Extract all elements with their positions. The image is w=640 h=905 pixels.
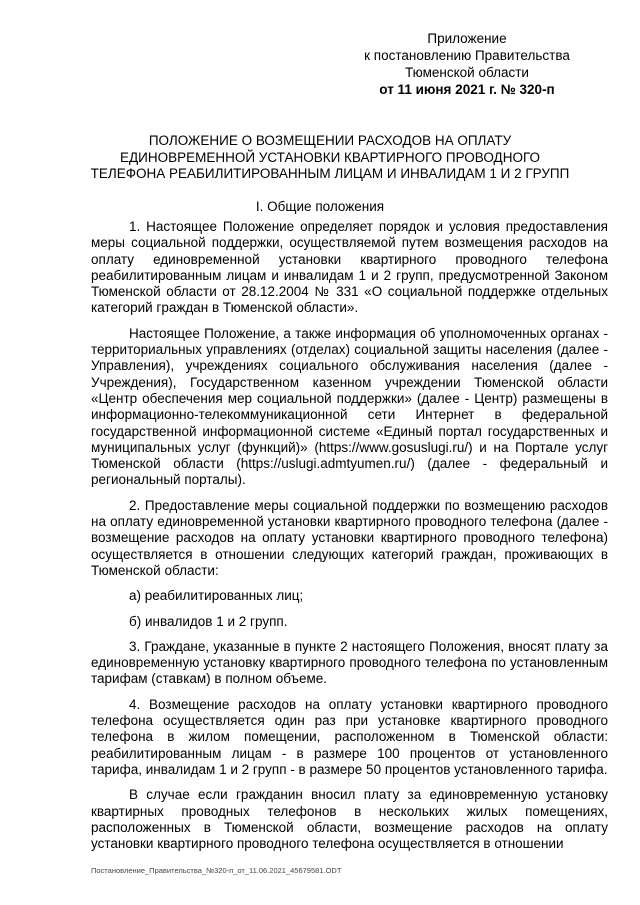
title-line-2: ЕДИНОВРЕМЕННОЙ УСТАНОВКИ КВАРТИРНОГО ПРОВОДНОГО — [119, 149, 541, 165]
appendix-header — [352, 30, 582, 98]
section-heading: I. Общие положения — [255, 199, 385, 214]
appendix-region: Тюменской области — [405, 65, 529, 80]
paragraph: 4. Возмещение расходов на оплату установки квартирного проводного телефона осуществляется один раз при установке квартирного проводного телефона в жилом помещении, расположенном в Тюменской области: реабилитированным лицам - в размере 100 процентов от установленного тарифа, инвалидам 1 и 2 групп - в размере 50 процентов установленного тарифа. — [91, 696, 608, 777]
paragraph: 2. Предоставление меры социальной поддержки по возмещению расходов на оплату единовременной установки квартирного проводного телефона (далее - возмещение расходов на оплату установки квартирного проводного телефона) осуществляется в отношении следующих категорий граждан, проживающих в Тюменской области: — [91, 497, 608, 578]
paragraph: Настоящее Положение, а также информация об уполномоченных органах - территориальных управлениях (отделах) социальной защиты населения (далее - Управления), учреждениях социального обслуживания населения (далее - Учреждения), Государственном казенном учреждении Тюменской области «Центр обеспечения мер социальной поддержки» (далее - Центр) размещены в информационно-телекоммуникационной сети Интернет в федеральной государственной информационной системе «Единый портал государственных и муниципальных услуг (функций)» (https://www.gosuslugi.ru/) и на Портале услуг Тюменской области (https://uslugi.admtyumen.ru/) (далее - федеральный и региональный порталы). — [91, 325, 608, 488]
paragraph: б) инвалидов 1 и 2 групп. — [129, 613, 288, 629]
paragraph: 1. Настоящее Положение определяет порядок и условия предоставления меры социальной поддержки, осуществляемой путем возмещения расходов на оплату единовременной установки квартирного проводного телефона реабилитированным лицам и инвалидам 1 и 2 групп, предусмотренной Законом Тюменской области от 28.12.2004 № 331 «О социальной поддержке отдельных категорий граждан в Тюменской области». — [91, 219, 608, 316]
document-body — [91, 219, 608, 861]
document-title — [80, 133, 580, 183]
title-line-1: ПОЛОЖЕНИЕ О ВОЗМЕЩЕНИИ РАСХОДОВ НА ОПЛАТУ — [148, 133, 512, 148]
paragraph: а) реабилитированных лиц; — [129, 588, 304, 604]
appendix-label: Приложение — [427, 31, 507, 46]
document-footer: Постановление_Правительства_№320-п_от_11.06.2021_45679581.ODT — [91, 866, 342, 875]
paragraph: В случае если гражданин вносил плату за единовременную установку квартирных проводных телефонов в нескольких жилых помещениях, расположенных в Тюменской области, возмещение расходов на оплату установки квартирного проводного телефона осуществляется в отношении — [91, 787, 608, 852]
paragraph: 3. Граждане, указанные в пункте 2 настоящего Положения, вносят плату за единовременную установку квартирного проводного телефона по установленным тарифам (ставкам) в полном объеме. — [91, 638, 608, 687]
appendix-resolution: к постановлению Правительства — [364, 48, 570, 63]
title-line-3: ТЕЛЕФОНА РЕАБИЛИТИРОВАННЫМ ЛИЦАМ И ИНВАЛИДАМ 1 И 2 ГРУПП — [90, 166, 570, 181]
appendix-date-number: от 11 июня 2021 г. № 320-п — [379, 82, 555, 97]
